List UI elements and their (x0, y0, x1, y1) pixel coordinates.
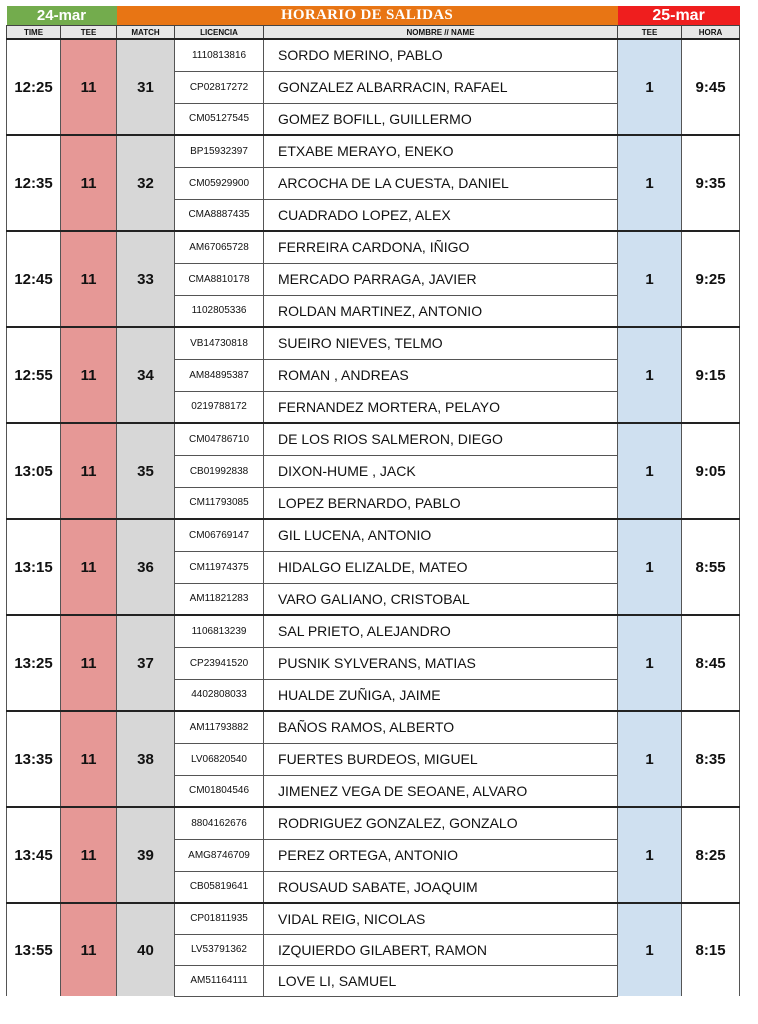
player-name: ROMAN , ANDREAS (264, 359, 618, 391)
player-name: MERCADO PARRAGA, JAVIER (264, 263, 618, 295)
start-tee: 11 (61, 135, 117, 231)
col-header-tee-second: TEE (618, 26, 682, 40)
col-header-hora: HORA (682, 26, 740, 40)
match-number: 32 (117, 135, 175, 231)
col-header-name: NOMBRE // NAME (264, 26, 618, 40)
col-header-licencia: LICENCIA (175, 26, 264, 40)
licence-number: AMG8746709 (175, 839, 264, 871)
match-group (7, 807, 740, 903)
licence-number: 0219788172 (175, 391, 264, 423)
player-row (7, 39, 740, 71)
player-name: VIDAL REIG, NICOLAS (264, 903, 618, 934)
start-time: 12:45 (7, 231, 61, 327)
second-round-tee: 1 (618, 903, 682, 996)
match-number: 34 (117, 327, 175, 423)
schedule-table (6, 6, 740, 997)
licence-number: CMA8887435 (175, 199, 264, 231)
match-group (7, 231, 740, 327)
second-round-tee: 1 (618, 327, 682, 423)
player-name: JIMENEZ VEGA DE SEOANE, ALVARO (264, 775, 618, 807)
licence-number: CM05929900 (175, 167, 264, 199)
second-round-tee: 1 (618, 711, 682, 807)
licence-number: CB01992838 (175, 455, 264, 487)
start-tee: 11 (61, 231, 117, 327)
start-time: 13:15 (7, 519, 61, 615)
licence-number: CM04786710 (175, 423, 264, 455)
player-name: ETXABE MERAYO, ENEKO (264, 135, 618, 167)
licence-number: CM11974375 (175, 551, 264, 583)
match-group (7, 711, 740, 807)
match-number: 33 (117, 231, 175, 327)
licence-number: AM84895387 (175, 359, 264, 391)
player-name: DE LOS RIOS SALMERON, DIEGO (264, 423, 618, 455)
second-round-time: 8:35 (682, 711, 740, 807)
licence-number: 1110813816 (175, 39, 264, 71)
licence-number: CM06769147 (175, 519, 264, 551)
player-name: HUALDE ZUÑIGA, JAIME (264, 679, 618, 711)
player-row (7, 327, 740, 359)
player-name: HIDALGO ELIZALDE, MATEO (264, 551, 618, 583)
second-round-tee: 1 (618, 39, 682, 135)
second-round-time: 8:45 (682, 615, 740, 711)
match-group (7, 39, 740, 135)
start-tee: 11 (61, 903, 117, 996)
second-round-time: 9:05 (682, 423, 740, 519)
start-time: 13:35 (7, 711, 61, 807)
player-name: ROLDAN MARTINEZ, ANTONIO (264, 295, 618, 327)
player-name: SUEIRO NIEVES, TELMO (264, 327, 618, 359)
player-name: SORDO MERINO, PABLO (264, 39, 618, 71)
licence-number: AM67065728 (175, 231, 264, 263)
licence-number: CM01804546 (175, 775, 264, 807)
second-round-time: 8:15 (682, 903, 740, 996)
player-name: FUERTES BURDEOS, MIGUEL (264, 743, 618, 775)
player-row (7, 231, 740, 263)
match-number: 37 (117, 615, 175, 711)
licence-number: AM11821283 (175, 583, 264, 615)
start-time: 13:45 (7, 807, 61, 903)
second-round-time: 9:35 (682, 135, 740, 231)
licence-number: CP01811935 (175, 903, 264, 934)
licence-number: CM05127545 (175, 103, 264, 135)
licence-number: BP15932397 (175, 135, 264, 167)
match-group (7, 615, 740, 711)
start-tee: 11 (61, 711, 117, 807)
player-row (7, 423, 740, 455)
licence-number: CM11793085 (175, 487, 264, 519)
player-row (7, 135, 740, 167)
player-name: ROUSAUD SABATE, JOAQUIM (264, 871, 618, 903)
player-name: PEREZ ORTEGA, ANTONIO (264, 839, 618, 871)
player-name: LOVE LI, SAMUEL (264, 965, 618, 996)
match-number: 31 (117, 39, 175, 135)
licence-number: LV53791362 (175, 934, 264, 965)
start-time: 12:25 (7, 39, 61, 135)
licence-number: 1106813239 (175, 615, 264, 647)
match-number: 35 (117, 423, 175, 519)
sheet-title: HORARIO DE SALIDAS (117, 6, 618, 26)
match-group (7, 327, 740, 423)
second-round-tee: 1 (618, 807, 682, 903)
second-round-time: 8:55 (682, 519, 740, 615)
start-time: 12:35 (7, 135, 61, 231)
col-header-tee: TEE (61, 26, 117, 40)
player-row (7, 615, 740, 647)
licence-number: 1102805336 (175, 295, 264, 327)
player-name: FERREIRA CARDONA, IÑIGO (264, 231, 618, 263)
match-group (7, 903, 740, 996)
match-group (7, 519, 740, 615)
second-round-time: 8:25 (682, 807, 740, 903)
second-round-tee: 1 (618, 135, 682, 231)
player-name: CUADRADO LOPEZ, ALEX (264, 199, 618, 231)
start-tee: 11 (61, 39, 117, 135)
start-time: 13:05 (7, 423, 61, 519)
second-round-time: 9:15 (682, 327, 740, 423)
column-header-row (7, 26, 740, 40)
licence-number: CP02817272 (175, 71, 264, 103)
player-name: ARCOCHA DE LA CUESTA, DANIEL (264, 167, 618, 199)
licence-number: LV06820540 (175, 743, 264, 775)
player-name: RODRIGUEZ GONZALEZ, GONZALO (264, 807, 618, 839)
match-group (7, 135, 740, 231)
licence-number: 4402808033 (175, 679, 264, 711)
match-group (7, 423, 740, 519)
player-row (7, 903, 740, 934)
match-number: 40 (117, 903, 175, 996)
second-round-tee: 1 (618, 231, 682, 327)
start-time: 13:55 (7, 903, 61, 996)
tee-time-sheet (6, 6, 739, 997)
start-tee: 11 (61, 423, 117, 519)
player-name: FERNANDEZ MORTERA, PELAYO (264, 391, 618, 423)
player-name: DIXON-HUME , JACK (264, 455, 618, 487)
licence-number: AM51164111 (175, 965, 264, 996)
second-round-tee: 1 (618, 615, 682, 711)
date-left: 24-mar (7, 6, 117, 26)
player-name: SAL PRIETO, ALEJANDRO (264, 615, 618, 647)
licence-number: 8804162676 (175, 807, 264, 839)
player-row (7, 519, 740, 551)
licence-number: CP23941520 (175, 647, 264, 679)
start-tee: 11 (61, 327, 117, 423)
second-round-tee: 1 (618, 519, 682, 615)
title-banner (7, 6, 740, 26)
second-round-time: 9:45 (682, 39, 740, 135)
player-name: VARO GALIANO, CRISTOBAL (264, 583, 618, 615)
licence-number: CMA8810178 (175, 263, 264, 295)
date-right: 25-mar (618, 6, 740, 26)
match-number: 36 (117, 519, 175, 615)
player-row (7, 807, 740, 839)
player-name: PUSNIK SYLVERANS, MATIAS (264, 647, 618, 679)
player-name: LOPEZ BERNARDO, PABLO (264, 487, 618, 519)
second-round-tee: 1 (618, 423, 682, 519)
second-round-time: 9:25 (682, 231, 740, 327)
match-number: 38 (117, 711, 175, 807)
start-time: 12:55 (7, 327, 61, 423)
match-number: 39 (117, 807, 175, 903)
licence-number: CB05819641 (175, 871, 264, 903)
start-tee: 11 (61, 615, 117, 711)
licence-number: AM11793882 (175, 711, 264, 743)
player-name: GONZALEZ ALBARRACIN, RAFAEL (264, 71, 618, 103)
licence-number: VB14730818 (175, 327, 264, 359)
player-name: BAÑOS RAMOS, ALBERTO (264, 711, 618, 743)
player-name: GOMEZ BOFILL, GUILLERMO (264, 103, 618, 135)
player-row (7, 711, 740, 743)
col-header-time: TIME (7, 26, 61, 40)
player-name: GIL LUCENA, ANTONIO (264, 519, 618, 551)
player-name: IZQUIERDO GILABERT, RAMON (264, 934, 618, 965)
col-header-match: MATCH (117, 26, 175, 40)
start-tee: 11 (61, 807, 117, 903)
start-time: 13:25 (7, 615, 61, 711)
start-tee: 11 (61, 519, 117, 615)
